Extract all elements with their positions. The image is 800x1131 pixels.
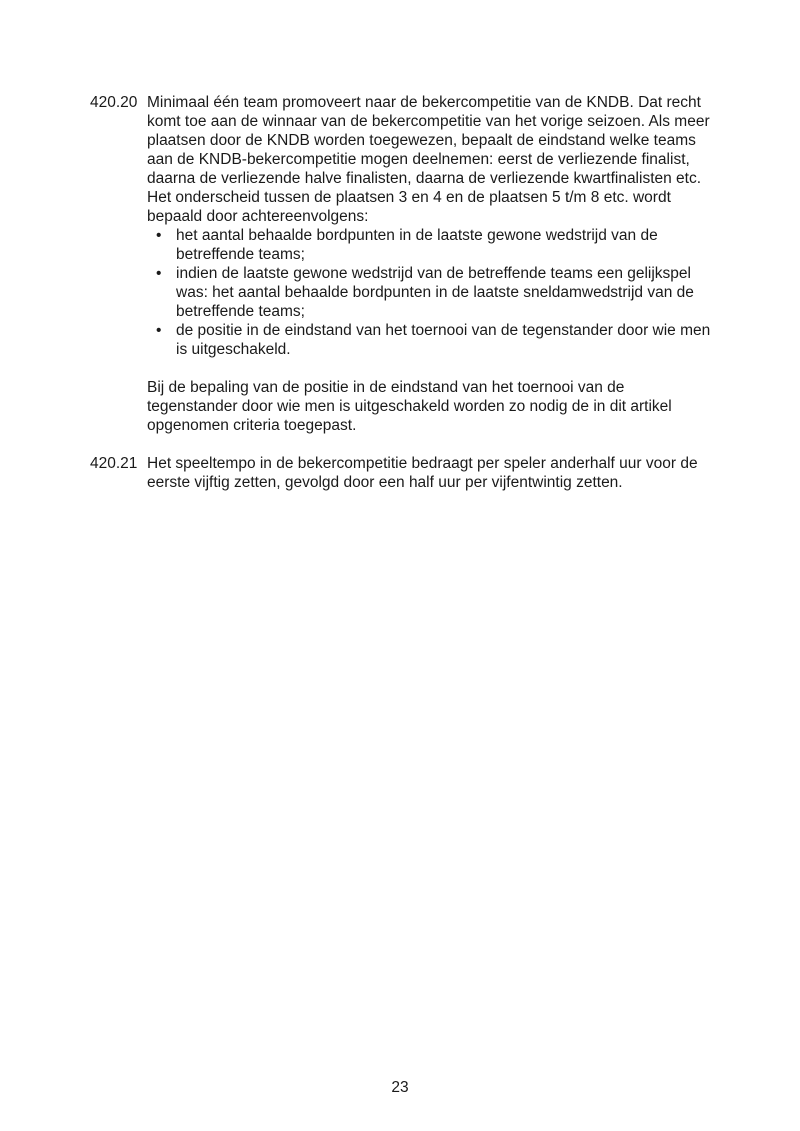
list-item xyxy=(147,321,712,359)
article-420-21 xyxy=(90,454,712,492)
article-paragraph: Het speeltempo in de bekercompetitie bedraagt per speler anderhalf uur voor de eerste vijftig zetten, gevolgd door een half uur per vijfentwintig zetten. xyxy=(147,455,698,491)
blank-line xyxy=(147,359,712,378)
list-item-text: de positie in de eindstand van het toernooi van de tegenstander door wie men is uitgeschakeld. xyxy=(176,322,711,358)
bullet-icon: • xyxy=(156,322,162,339)
page-content xyxy=(90,93,712,492)
bullet-icon: • xyxy=(156,265,162,282)
bullet-icon: • xyxy=(156,227,162,244)
article-number: 420.21 xyxy=(90,455,138,472)
list-item-text: het aantal behaalde bordpunten in de laatste gewone wedstrijd van de betreffende teams; xyxy=(176,227,658,263)
page-number: 23 xyxy=(391,1079,409,1096)
bullet-list xyxy=(147,226,712,359)
list-item xyxy=(147,226,712,264)
article-paragraph-intro: Minimaal één team promoveert naar de bekercompetitie van de KNDB. Dat recht komt toe aan de winnaar van de bekercompetitie van het vorige seizoen. Als meer plaatsen door de KNDB worden toegewezen, bepaalt de eindstand welke teams aan de KNDB-bekercompetitie mogen deelnemen: eerst de verliezende finalist, daarna de verliezende halve finalisten, daarna de verliezende kwartfinalisten etc. xyxy=(147,94,710,187)
article-body xyxy=(147,93,712,435)
article-paragraph-closing: Bij de bepaling van de positie in de eindstand van het toernooi van de tegenstander door wie men is uitgeschakeld worden zo nodig de in dit artikel opgenomen criteria toegepast. xyxy=(147,379,672,434)
article-body xyxy=(147,454,712,492)
article-420-20 xyxy=(90,93,712,435)
list-item xyxy=(147,264,712,321)
article-paragraph-criteria-intro: Het onderscheid tussen de plaatsen 3 en 4 en de plaatsen 5 t/m 8 etc. wordt bepaald door achtereenvolgens: xyxy=(147,189,671,225)
article-number: 420.20 xyxy=(90,94,138,111)
list-item-text: indien de laatste gewone wedstrijd van de betreffende teams een gelijkspel was: het aantal behaalde bordpunten in de laatste sneldamwedstrijd van de betreffende teams; xyxy=(176,265,694,320)
